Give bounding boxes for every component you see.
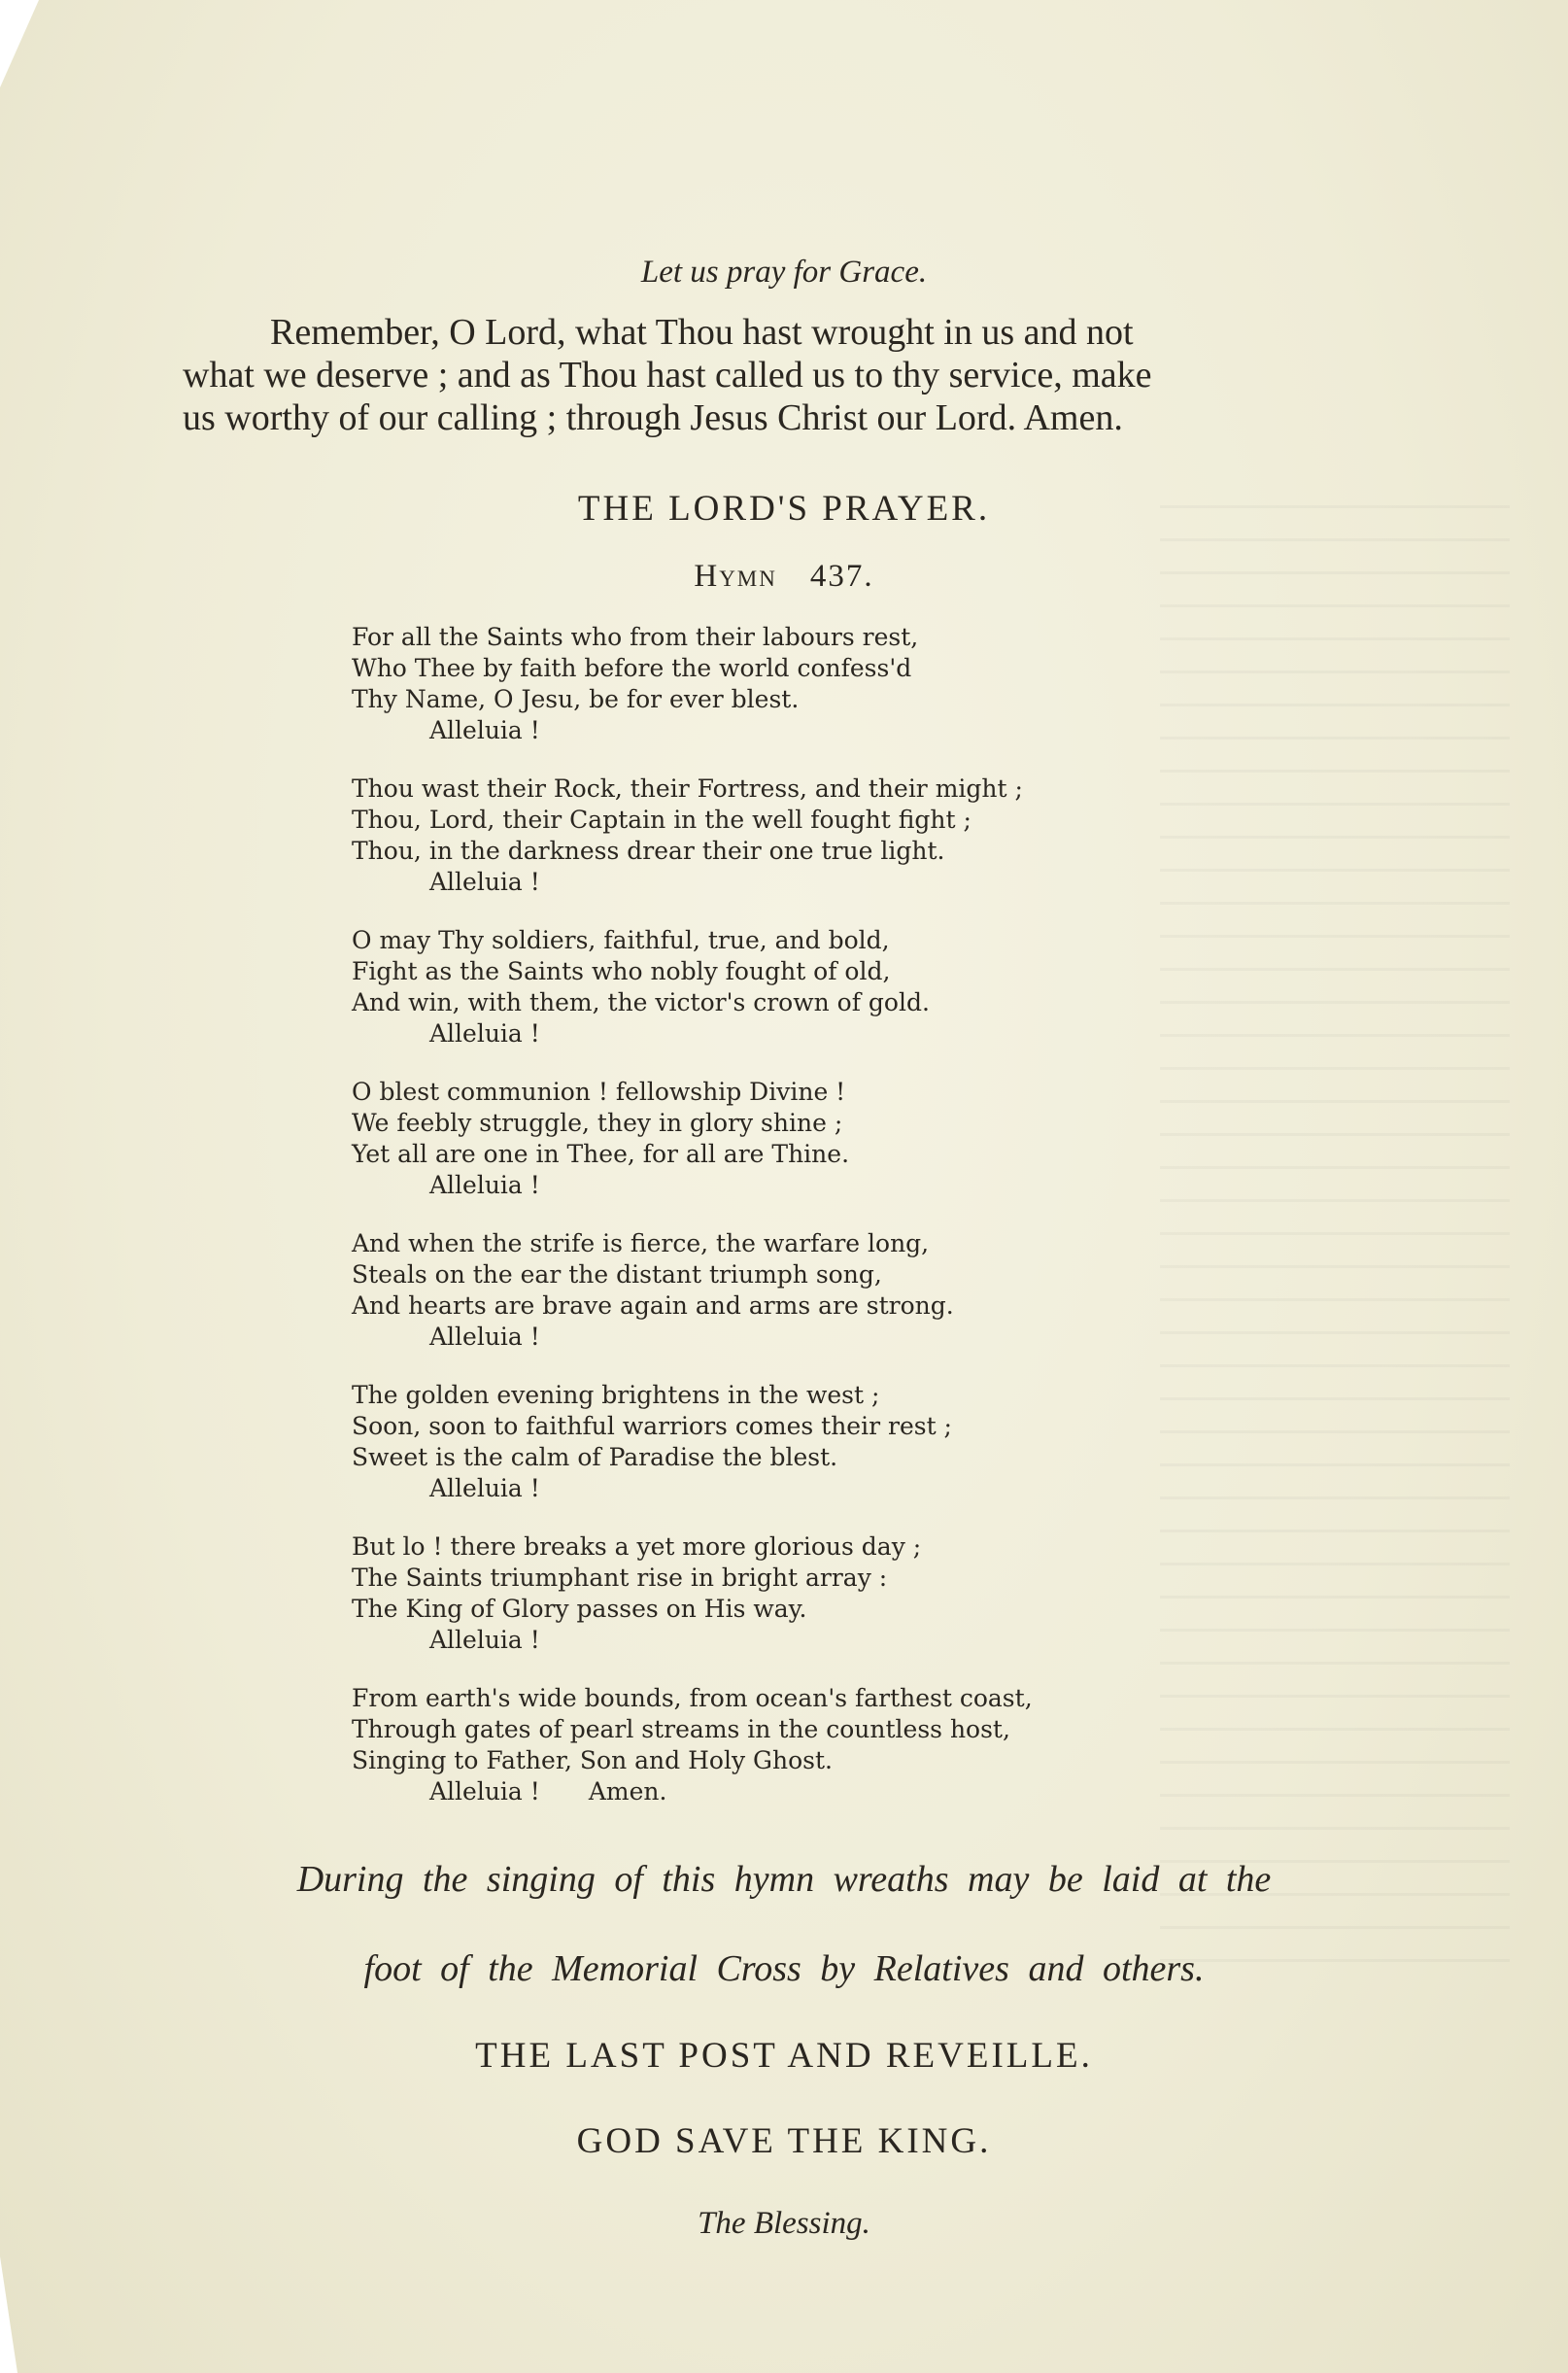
verse-line: Soon, soon to faithful warriors comes their rest ; [352,1412,952,1440]
last-post-heading: THE LAST POST AND REVEILLE. [475,2036,1093,2076]
hymn-verse [352,1380,1207,1504]
refrain-amen: Amen. [588,1777,667,1806]
verse-line: And win, with them, the victor's crown of gold. [352,988,930,1016]
verse-line: Thou wast their Rock, their Fortress, and their might ; [352,774,1023,803]
verse-line: The golden evening brightens in the west ; [352,1381,880,1409]
hymn-label: Hymn [694,559,777,594]
verse-line: Yet all are one in Thee, for all are Thine. [352,1140,850,1168]
blessing-heading: The Blessing. [698,2206,870,2241]
hymn-heading [0,559,1568,595]
prayer-line: us worthy of our calling ; through Jesus Christ our Lord. Amen. [183,397,1123,438]
verse-refrain: Alleluia ! [429,1474,540,1502]
god-save-heading: GOD SAVE THE KING. [576,2121,992,2161]
verse-line: Thou, in the darkness drear their one true light. [352,837,945,865]
verse-line: But lo ! there breaks a yet more glorious day ; [352,1532,922,1561]
verse-line: O may Thy soldiers, faithful, true, and bold, [352,926,890,954]
rubric-line: During the singing of this hymn wreaths may be laid at the [296,1859,1272,1900]
verse-line: Through gates of pearl streams in the countless host, [352,1715,1010,1743]
verse-line: The King of Glory passes on His way. [352,1595,807,1623]
verse-line: And hearts are brave again and arms are strong. [352,1291,954,1320]
verse-line: Steals on the ear the distant triumph song, [352,1260,882,1289]
hymn-verse [352,774,1207,898]
verse-line: And when the strife is fierce, the warfare long, [352,1229,930,1257]
hymn-number: 437. [809,559,874,594]
hymn-verse [352,1077,1207,1201]
torn-corner-top-left [0,0,39,87]
verse-line: Thou, Lord, their Captain in the well fought fight ; [352,806,971,834]
prayer-text [183,311,1387,439]
hymn-verse [352,622,1207,746]
prayer-heading: Let us pray for Grace. [640,255,928,290]
verse-refrain: Alleluia ! [429,1626,540,1654]
verse-refrain: Alleluia ! [429,1019,540,1048]
verse-refrain: Alleluia ! [429,1323,540,1351]
prayer-line: Remember, O Lord, what Thou hast wrought in us and not [270,312,1134,353]
verse-refrain: Alleluia ! [429,1171,540,1199]
verse-line: The Saints triumphant rise in bright array : [352,1564,888,1592]
verse-refrain: Alleluia ! [429,868,540,896]
verse-line: Who Thee by faith before the world confess'd [352,654,912,682]
torn-corner-bottom-left [0,2256,17,2373]
verse-line: Fight as the Saints who nobly fought of old, [352,957,891,985]
verse-refrain [352,1776,1207,1807]
verse-line: Singing to Father, Son and Holy Ghost. [352,1746,833,1774]
verse-line: From earth's wide bounds, from ocean's farthest coast, [352,1684,1033,1712]
hymn-verse [352,1683,1207,1807]
verse-line: O blest communion ! fellowship Divine ! [352,1078,846,1106]
prayer-line: what we deserve ; and as Thou hast called us to thy service, make [183,355,1152,396]
show-through-texture [1160,505,1510,1963]
lords-prayer-heading: THE LORD'S PRAYER. [577,489,991,529]
hymn-verses [352,622,1207,1835]
verse-line: We feebly struggle, they in glory shine ; [352,1109,843,1137]
verse-refrain: Alleluia ! [429,716,540,744]
rubric-line: foot of the Memorial Cross by Relatives and others. [363,1948,1205,1989]
verse-line: For all the Saints who from their labours rest, [352,623,919,651]
hymn-verse [352,1531,1207,1656]
hymn-verse [352,1228,1207,1353]
verse-line: Sweet is the calm of Paradise the blest. [352,1443,838,1471]
verse-line: Thy Name, O Jesu, be for ever blest. [352,685,800,713]
refrain-alleluia: Alleluia ! [429,1777,540,1806]
hymn-verse [352,925,1207,1049]
